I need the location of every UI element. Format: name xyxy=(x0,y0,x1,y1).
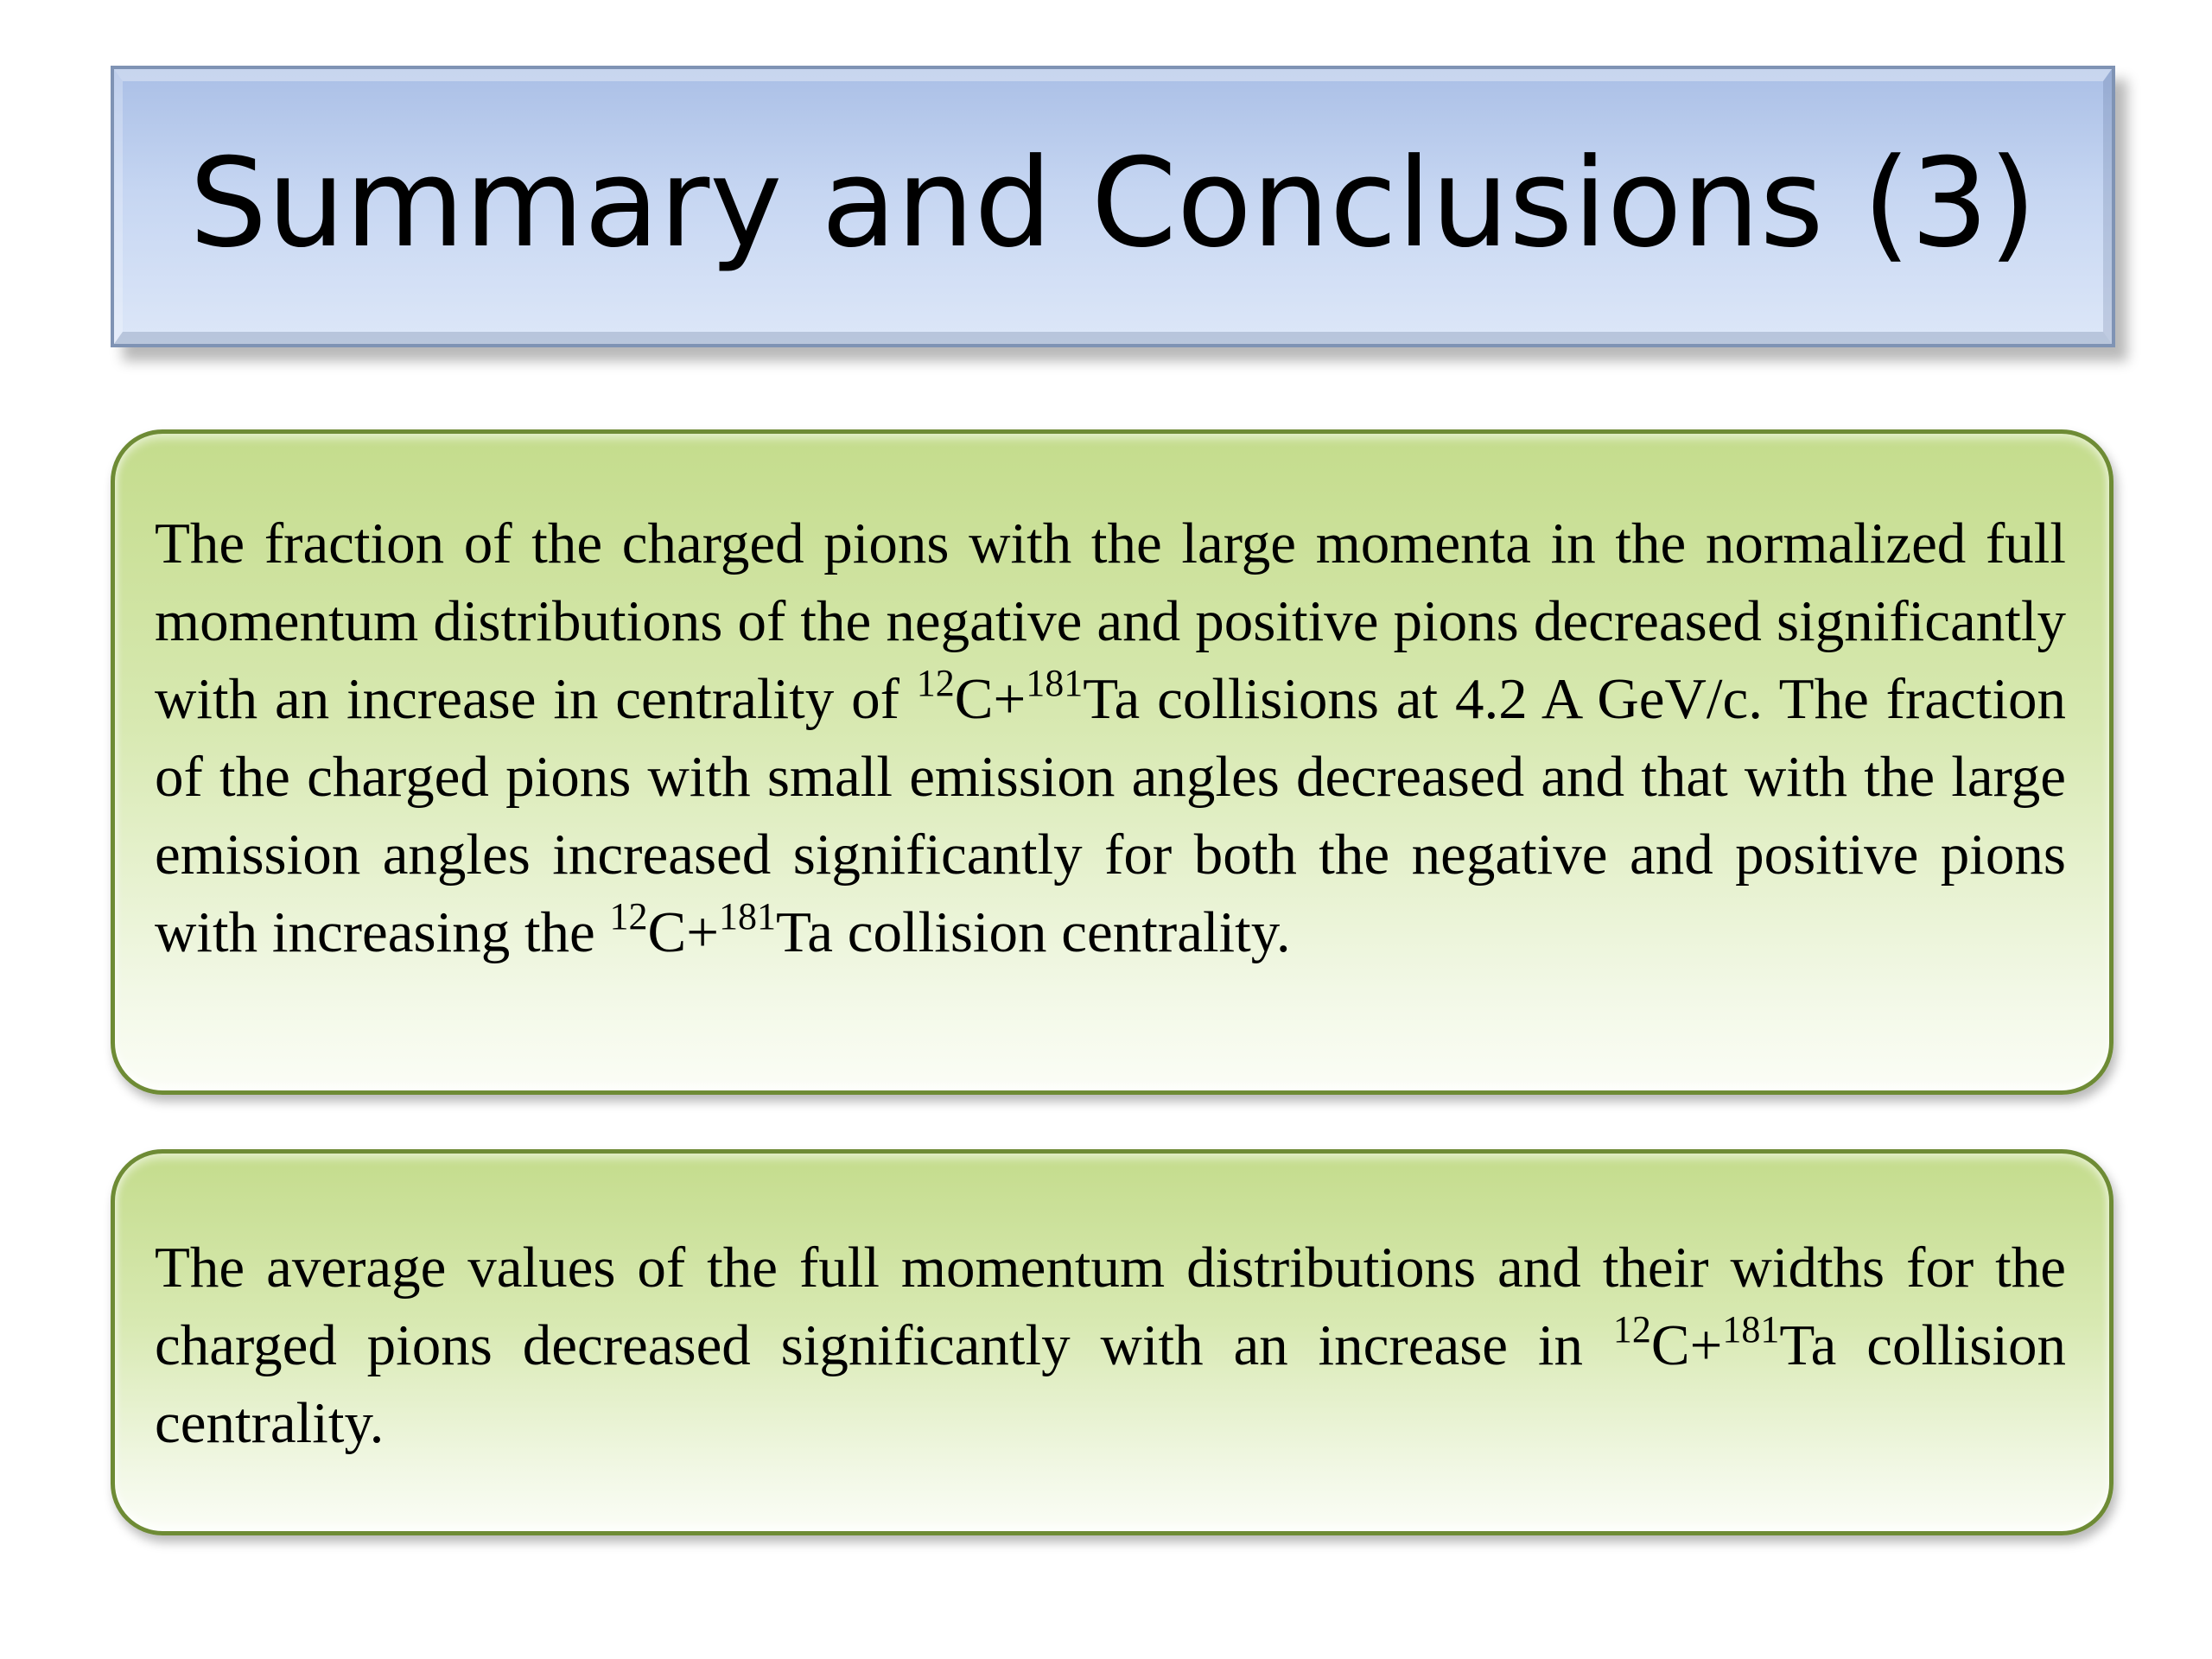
text-segment: The fraction of the charged pions with the large momenta in the normalized full momentum distributions of the negative and positive pions decreased significantly with an increase in centrality of xyxy=(155,512,2066,731)
element-symbol: C+ xyxy=(954,667,1027,731)
conclusion-text-1 xyxy=(155,434,2066,971)
text-segment: collisions at 4.2 A GeV/c. The fraction of the charged pions with small emission angles decreased and that with the large emission angles increased significantly for both the negative and positive pions with increasing the xyxy=(155,667,2066,964)
element-symbol: C+ xyxy=(647,900,720,964)
mass-number-superscript: 181 xyxy=(719,895,777,938)
element-symbol: C+ xyxy=(1650,1313,1723,1377)
conclusion-box-1 xyxy=(111,429,2113,1095)
element-symbol: Ta xyxy=(1083,667,1141,731)
title-banner xyxy=(111,66,2115,347)
text-segment: collision centrality. xyxy=(155,1313,2066,1455)
mass-number-superscript: 12 xyxy=(916,662,955,704)
mass-number-superscript: 181 xyxy=(1026,662,1084,704)
mass-number-superscript: 12 xyxy=(609,895,648,938)
element-symbol: Ta xyxy=(1779,1313,1837,1377)
text-segment: collision centrality. xyxy=(833,900,1291,964)
text-segment: The average values of the full momentum distributions and their widths for the charged pions decreased significantly with an increase in xyxy=(155,1236,2066,1377)
conclusion-text-2 xyxy=(155,1154,2066,1462)
conclusion-box-2 xyxy=(111,1149,2113,1535)
mass-number-superscript: 181 xyxy=(1722,1308,1780,1351)
element-symbol: Ta xyxy=(776,900,834,964)
mass-number-superscript: 12 xyxy=(1612,1308,1651,1351)
page-title: Summary and Conclusions (3) xyxy=(189,131,2037,275)
